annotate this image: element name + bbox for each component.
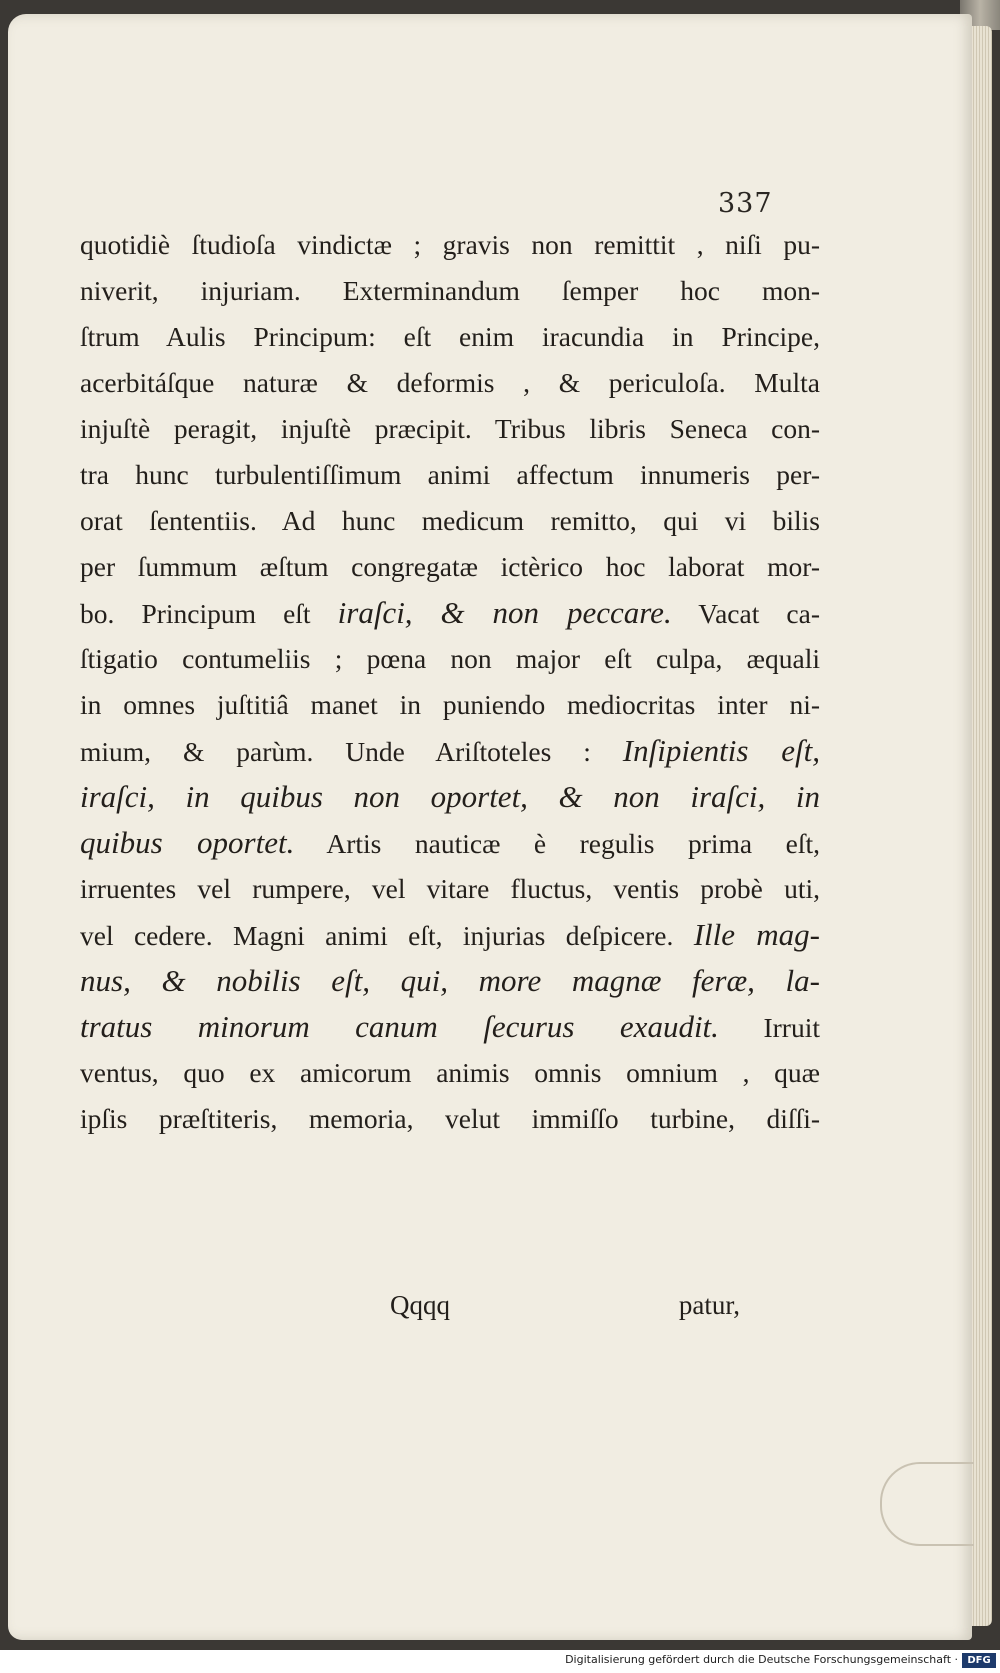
italic-text: nus, & nobilis eſt, qui, more magnæ feræ, la- xyxy=(80,963,820,998)
page-number: 337 xyxy=(718,188,773,219)
italic-text: Inſipientis eſt, xyxy=(622,733,820,768)
text-line: tra hunc turbulentiſſimum animi affectum innumeris per- xyxy=(80,459,820,490)
text-line: in omnes juſtitiâ manet in puniendo mediocritas inter ni- xyxy=(80,689,820,720)
text-line xyxy=(80,774,820,820)
footer-bar xyxy=(0,1650,1000,1673)
text-line: irruentes vel rumpere, vel vitare fluctus, ventis probè uti, xyxy=(80,873,820,904)
text-line: mium, & parùm. Unde Ariſtoteles : Inſipientis eſt, xyxy=(80,733,820,768)
text-line: per ſummum æſtum congregatæ ictèrico hoc laborat mor- xyxy=(80,551,820,582)
text-line: vel cedere. Magni animi eſt, injurias deſpicere. Ille mag- xyxy=(80,917,820,952)
footer-credit: Digitalisierung gefördert durch die Deutsche Forschungsgemeinschaft · xyxy=(565,1653,958,1666)
text-line: orat ſententiis. Ad hunc medicum remitto, qui vi bilis xyxy=(80,505,820,536)
dfg-logo: DFG xyxy=(962,1653,996,1668)
body-text xyxy=(80,222,820,1142)
text-line: ipſis præſtiteris, memoria, velut immiſſo turbine, diſſi- xyxy=(80,1103,820,1134)
italic-text: Ille mag- xyxy=(693,917,820,952)
signature-mark: Qqqq xyxy=(390,1290,450,1320)
text-line: acerbitáſque naturæ & deformis , & periculoſa. Multa xyxy=(80,367,820,398)
catchline xyxy=(80,1290,820,1330)
text-line: ſtrum Aulis Principum: eſt enim iracundia in Principe, xyxy=(80,321,820,352)
text-line: quibus oportet. Artis nauticæ è regulis prima eſt, xyxy=(80,825,821,860)
text-line: tratus minorum canum ſecurus exaudit. Irruit xyxy=(80,1009,820,1044)
italic-text: tratus minorum canum ſecurus exaudit. xyxy=(80,1009,719,1044)
text-line: ſtigatio contumeliis ; pœna non major eſt culpa, æquali xyxy=(80,643,820,674)
text-line: niverit, injuriam. Exterminandum ſemper hoc mon- xyxy=(80,275,820,306)
catchword: patur, xyxy=(678,1290,740,1320)
italic-text: iraſci, in quibus non oportet, & non iraſci, in xyxy=(80,779,820,814)
text-line: bo. Principum eſt iraſci, & non peccare. Vacat ca- xyxy=(80,595,820,630)
italic-text: iraſci, & non peccare. xyxy=(337,595,672,630)
text-line xyxy=(80,958,820,1004)
clip-shadow xyxy=(880,1462,974,1546)
text-line: ventus, quo ex amicorum animis omnis omnium , quæ xyxy=(80,1057,820,1088)
text-line: quotidiè ſtudioſa vindictæ ; gravis non remittit , niſi pu- xyxy=(80,229,820,260)
text-line: injuſtè peragit, injuſtè præcipit. Tribus libris Seneca con- xyxy=(80,413,820,444)
italic-text: quibus oportet. xyxy=(80,825,295,860)
